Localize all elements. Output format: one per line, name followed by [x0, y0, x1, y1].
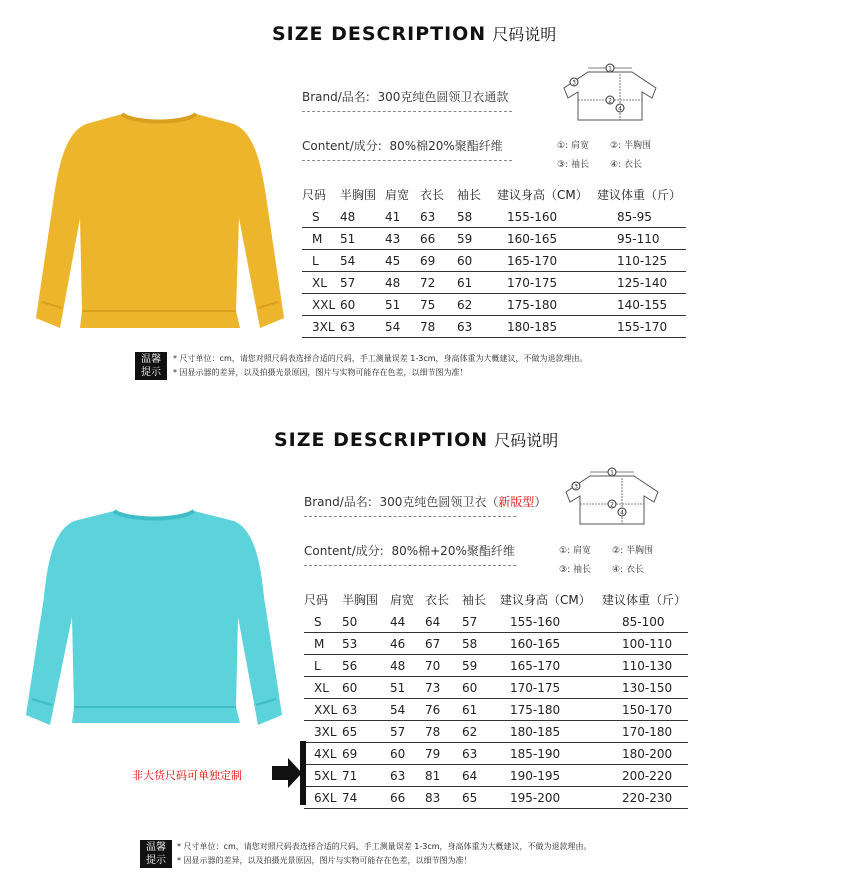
svg-text:4: 4 [618, 105, 622, 113]
table-cell: 5XL [304, 765, 342, 787]
table-cell: XXL [304, 699, 342, 721]
table-cell: 45 [385, 250, 420, 272]
table-cell: 74 [342, 787, 390, 809]
table-cell: 110-130 [602, 655, 688, 677]
table-cell: 185-190 [500, 743, 602, 765]
column-header: 建议体重（斤） [602, 592, 687, 607]
content-line-2: Content/成分: 80%棉+20%聚酯纤维 [304, 542, 516, 566]
table-cell: 70 [425, 655, 462, 677]
column-header: 建议体重（斤） [597, 187, 682, 202]
table-cell: 85-95 [597, 206, 686, 228]
table-cell: 160-165 [497, 228, 597, 250]
table-cell: 85-100 [602, 611, 688, 633]
table-cell: S [304, 611, 342, 633]
table-row [302, 206, 686, 228]
table-cell: 170-175 [497, 272, 597, 294]
svg-text:2: 2 [608, 97, 612, 105]
section1-title: SIZE DESCRIPTION 尺码说明 [272, 23, 557, 45]
table-cell: 180-200 [602, 743, 688, 765]
legend-chest: ②: 半胸围 [612, 546, 653, 556]
column-header: 肩宽 [385, 187, 410, 202]
table-row [302, 294, 686, 316]
table-row [304, 655, 688, 677]
legend-shoulder: ①: 肩宽 [557, 141, 589, 151]
table-cell: 190-195 [500, 765, 602, 787]
legend-chest: ②: 半胸围 [610, 141, 651, 151]
table-cell: 69 [342, 743, 390, 765]
table-cell: 78 [420, 316, 457, 338]
table-cell: 67 [425, 633, 462, 655]
table-cell: 61 [457, 272, 497, 294]
cyan-sweatshirt-image [24, 505, 284, 733]
table-cell: M [304, 633, 342, 655]
table-cell: 65 [462, 787, 500, 809]
tips-badge: 温馨 提示 [140, 840, 172, 868]
table-cell: 57 [462, 611, 500, 633]
table-cell: 73 [425, 677, 462, 699]
tips-text: * 尺寸单位：cm，请您对照尺码表选择合适的尺码，手工测量误差 1-3cm，身高体重为大概建议，不做为退款理由。 * 因显示器的差异，以及拍摄光景原因，图片与实物可能存在色差，以细节图为准！ [173, 354, 588, 377]
content-line: Content/成分: 80%棉20%聚酯纤维 [302, 137, 512, 161]
table-cell: 200-220 [602, 765, 688, 787]
table-cell: 65 [342, 721, 390, 743]
table-cell: 180-185 [500, 721, 602, 743]
svg-text:2: 2 [610, 501, 614, 509]
table-cell: 175-180 [497, 294, 597, 316]
section2-title: SIZE DESCRIPTION 尺码说明 [274, 429, 559, 451]
table-cell: 78 [425, 721, 462, 743]
table-cell: 125-140 [597, 272, 686, 294]
table-row [302, 250, 686, 272]
table-cell: 4XL [304, 743, 342, 765]
table-cell: 130-150 [602, 677, 688, 699]
table-cell: 195-200 [500, 787, 602, 809]
legend-shoulder: ①: 肩宽 [559, 546, 591, 556]
table-cell: 60 [457, 250, 497, 272]
column-header: 肩宽 [390, 592, 415, 607]
column-header: 衣长 [425, 592, 450, 607]
table-cell: 69 [420, 250, 457, 272]
table-cell: 44 [390, 611, 425, 633]
table-cell: 76 [425, 699, 462, 721]
column-header: 尺码 [302, 187, 327, 202]
table-row [304, 699, 688, 721]
table-cell: L [304, 655, 342, 677]
svg-text:3: 3 [572, 79, 576, 87]
table-cell: 175-180 [500, 699, 602, 721]
table-cell: 180-185 [497, 316, 597, 338]
table-cell: 165-170 [500, 655, 602, 677]
measurement-diagram-icon [562, 466, 662, 528]
brand-line: Brand/品名: 300克纯色圆领卫衣通款 [302, 88, 512, 112]
table-cell: 54 [390, 699, 425, 721]
table-cell: 59 [462, 655, 500, 677]
table-cell: 60 [340, 294, 385, 316]
table-row [304, 677, 688, 699]
column-header: 建议身高（CM） [500, 592, 591, 607]
table-row [302, 316, 686, 338]
table-cell: 57 [390, 721, 425, 743]
table-cell: 165-170 [497, 250, 597, 272]
table-cell: 79 [425, 743, 462, 765]
table-cell: 110-125 [597, 250, 686, 272]
table-cell: 48 [340, 206, 385, 228]
table-cell: 95-110 [597, 228, 686, 250]
table-cell: 150-170 [602, 699, 688, 721]
column-header: 建议身高（CM） [497, 187, 588, 202]
table-row [304, 787, 688, 809]
table-cell: 64 [462, 765, 500, 787]
svg-text:3: 3 [574, 483, 578, 491]
table-cell: 3XL [302, 316, 340, 338]
table-cell: 53 [342, 633, 390, 655]
table-header-row [304, 587, 688, 611]
column-header: 袖长 [462, 592, 487, 607]
table-cell: 48 [390, 655, 425, 677]
table-cell: 140-155 [597, 294, 686, 316]
table-cell: 48 [385, 272, 420, 294]
table-row [302, 228, 686, 250]
column-header: 袖长 [457, 187, 482, 202]
table-cell: 50 [342, 611, 390, 633]
table-cell: 75 [420, 294, 457, 316]
table-cell: 58 [462, 633, 500, 655]
table-cell: 66 [420, 228, 457, 250]
svg-text:1: 1 [610, 469, 614, 477]
table-cell: M [302, 228, 340, 250]
table-cell: 60 [462, 677, 500, 699]
table-cell: 155-160 [497, 206, 597, 228]
table-row [304, 611, 688, 633]
table-row [304, 743, 688, 765]
legend-length: ④: 衣长 [610, 160, 642, 170]
svg-text:4: 4 [620, 509, 624, 517]
legend-length: ④: 衣长 [612, 565, 644, 575]
table-cell: 62 [457, 294, 497, 316]
table-row [302, 272, 686, 294]
table-cell: 155-160 [500, 611, 602, 633]
table-cell: 41 [385, 206, 420, 228]
table-cell: 56 [342, 655, 390, 677]
table-cell: 51 [340, 228, 385, 250]
table-cell: 170-175 [500, 677, 602, 699]
table-cell: 51 [385, 294, 420, 316]
table-cell: 6XL [304, 787, 342, 809]
yellow-sweatshirt-image [34, 106, 284, 334]
table-cell: 100-110 [602, 633, 688, 655]
table-cell: 51 [390, 677, 425, 699]
table-row [304, 765, 688, 787]
table-cell: L [302, 250, 340, 272]
arrow-right-icon [270, 756, 304, 790]
table-cell: 43 [385, 228, 420, 250]
table-cell: 170-180 [602, 721, 688, 743]
table-cell: 63 [462, 743, 500, 765]
table-cell: 71 [342, 765, 390, 787]
size-table [304, 587, 688, 809]
table-cell: 3XL [304, 721, 342, 743]
table-cell: S [302, 206, 340, 228]
table-cell: 63 [390, 765, 425, 787]
custom-size-note: 非大货尺码可单独定制 [132, 769, 242, 782]
size-table [302, 182, 686, 338]
table-cell: 62 [462, 721, 500, 743]
table-row [304, 721, 688, 743]
table-cell: 72 [420, 272, 457, 294]
tips-text: * 尺寸单位：cm，请您对照尺码表选择合适的尺码，手工测量误差 1-3cm，身高体重为大概建议，不做为退款理由。 * 因显示器的差异，以及拍摄光景原因，图片与实物可能存在色差，以细节图为准！ [177, 842, 592, 865]
table-cell: 83 [425, 787, 462, 809]
table-header-row [302, 182, 686, 206]
table-cell: 60 [390, 743, 425, 765]
table-cell: 60 [342, 677, 390, 699]
legend-sleeve: ③: 袖长 [557, 160, 589, 170]
table-cell: 46 [390, 633, 425, 655]
table-row [304, 633, 688, 655]
brand-line-2: Brand/品名: 300克纯色圆领卫衣（新版型） [304, 493, 516, 517]
column-header: 半胸围 [342, 592, 379, 607]
tips-badge: 温馨 提示 [135, 352, 167, 380]
table-cell: 155-170 [597, 316, 686, 338]
table-cell: 59 [457, 228, 497, 250]
measurement-diagram-icon [560, 62, 660, 124]
column-header: 衣长 [420, 187, 445, 202]
table-cell: 160-165 [500, 633, 602, 655]
table-cell: 63 [457, 316, 497, 338]
table-cell: 61 [462, 699, 500, 721]
table-cell: 54 [340, 250, 385, 272]
column-header: 尺码 [304, 592, 329, 607]
bracket-bar [300, 741, 306, 805]
table-cell: 64 [425, 611, 462, 633]
table-cell: XL [304, 677, 342, 699]
table-cell: XXL [302, 294, 340, 316]
table-cell: XL [302, 272, 340, 294]
table-cell: 63 [420, 206, 457, 228]
table-cell: 66 [390, 787, 425, 809]
table-cell: 220-230 [602, 787, 688, 809]
table-cell: 57 [340, 272, 385, 294]
table-cell: 63 [342, 699, 390, 721]
legend-sleeve: ③: 袖长 [559, 565, 591, 575]
table-cell: 58 [457, 206, 497, 228]
table-cell: 63 [340, 316, 385, 338]
svg-text:1: 1 [608, 65, 612, 73]
table-cell: 54 [385, 316, 420, 338]
column-header: 半胸围 [340, 187, 377, 202]
table-cell: 81 [425, 765, 462, 787]
